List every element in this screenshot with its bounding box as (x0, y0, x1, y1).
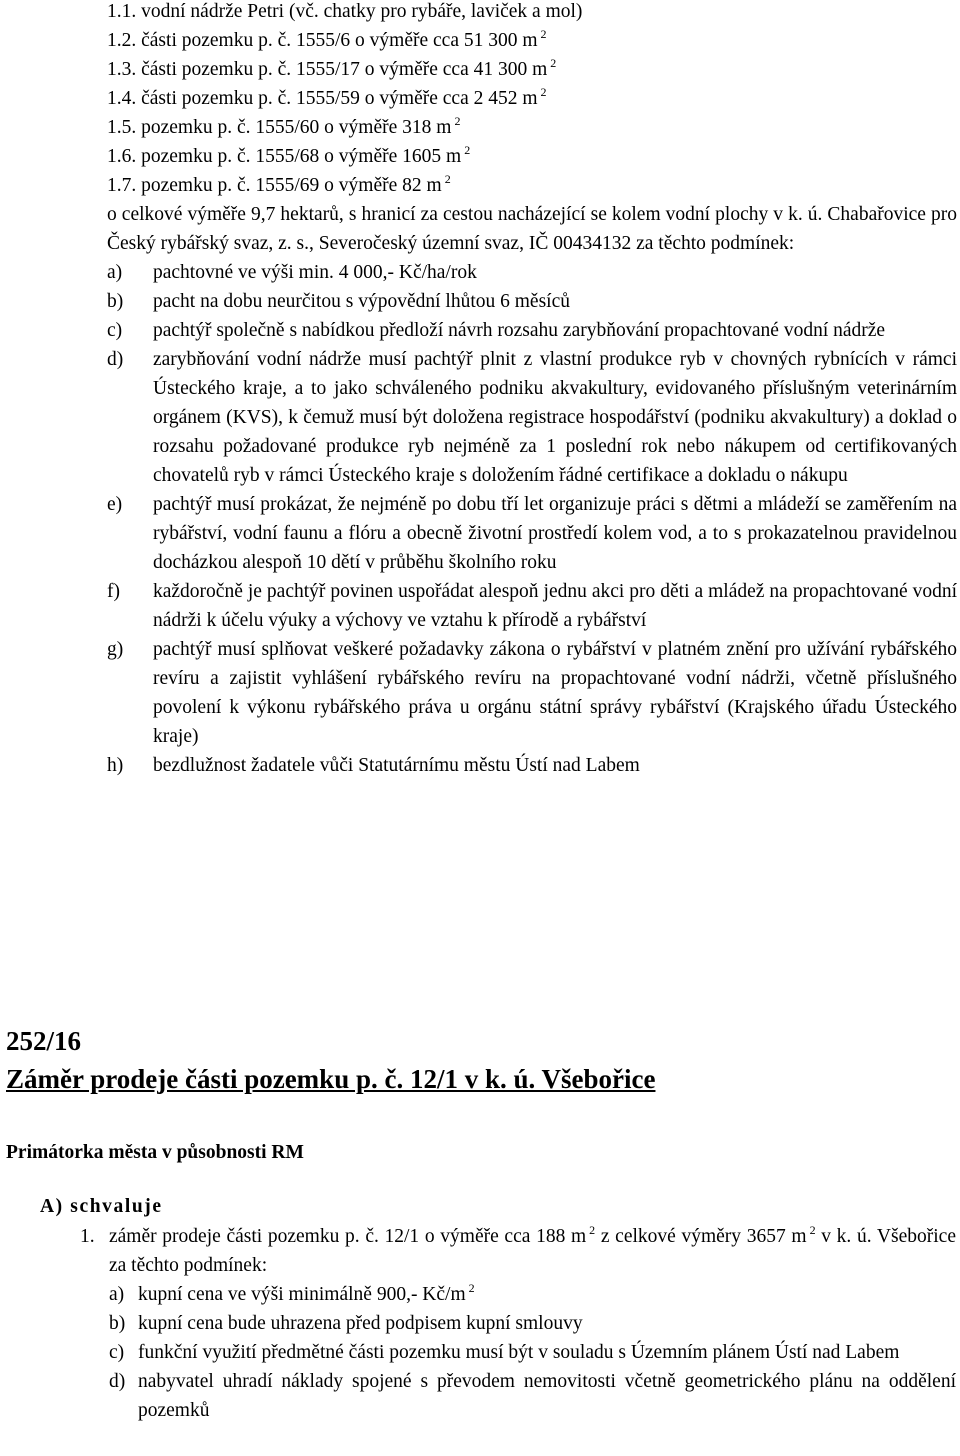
condition-item (107, 635, 957, 751)
condition-item (107, 345, 957, 490)
sale-condition (109, 1367, 956, 1425)
sale-condition-letter: d) (109, 1371, 126, 1392)
condition-item (107, 258, 957, 287)
lease-conditions (107, 258, 957, 780)
sale-condition-text: kupní cena bude uhrazena před podpisem kupní smlouvy (138, 1313, 583, 1334)
sale-item-text: záměr prodeje části pozemku p. č. 12/1 o výměře cca 188 m $^2$ z celkové výměry 3657 m $^2$ v k. ú. Všebořice za těchto podmínek: (109, 1223, 956, 1276)
condition-item (107, 316, 957, 345)
condition-item (107, 577, 957, 635)
sub-item: 1.1. vodní nádrže Petri (vč. chatky pro rybáře, laviček a mol) (107, 1, 583, 22)
sale-item-number: 1. (80, 1226, 95, 1247)
sale-condition-text: nabyvatel uhradí náklady spojené s převodem nemovitosti včetně geometrického plánu na oddělení pozemků (138, 1371, 956, 1421)
condition-letter: f) (107, 581, 120, 602)
sub-item: 1.4. části pozemku p. č. 1555/59 o výměře cca 2 452 m $^2$ (107, 85, 547, 109)
sale-condition-text: funkční využití předmětné části pozemku musí být v souladu s Územním plánem Ústí nad Labem (138, 1342, 900, 1363)
condition-letter: b) (107, 291, 124, 312)
lease-block (107, 0, 957, 780)
condition-text: pachtovné ve výši min. 4 000,- Kč/ha/rok (153, 262, 477, 283)
resolution-title: Záměr prodeje části pozemku p. č. 12/1 v k. ú. Všebořice (6, 1064, 656, 1094)
condition-text: pachtýř musí splňovat veškeré požadavky zákona o rybářství v platném znění pro užívání rybářského revíru a zajistit vyhlášení rybářského revíru na propachtované vodní nádrži, včetně příslušného povolení k výkonu rybářského práva u orgánu státní správy rybářství (Krajského úřadu Ústeckého kraje) (153, 639, 957, 747)
sub-item: 1.2. části pozemku p. č. 1555/6 o výměře cca 51 300 m $^2$ (107, 27, 547, 51)
sale-condition (109, 1309, 956, 1338)
approve-label: A) schvaluje (40, 1196, 163, 1217)
sale-condition-text: kupní cena ve výši minimálně 900,- Kč/m $^2$ (138, 1281, 475, 1305)
condition-letter: e) (107, 494, 123, 515)
resolution-section (6, 1022, 956, 1167)
condition-letter: g) (107, 639, 124, 660)
sale-condition-letter: a) (109, 1284, 125, 1305)
condition-item (107, 490, 957, 577)
condition-text: pacht na dobu neurčitou s výpovědní lhůtou 6 měsíců (153, 291, 571, 312)
sale-item (80, 1222, 956, 1425)
sub-item: 1.3. části pozemku p. č. 1555/17 o výměře cca 41 300 m $^2$ (107, 56, 557, 80)
condition-item (107, 287, 957, 316)
condition-letter: h) (107, 755, 124, 776)
sale-condition (109, 1338, 956, 1367)
lease-summary: o celkové výměře 9,7 hektarů, s hranicí za cestou nacházející se kolem vodní plochy v k. ú. Chabařovice pro Český rybářský svaz, z. s., Severočeský územní svaz, IČ 00434132 za těchto podmínek: (107, 204, 957, 254)
sub-item: 1.5. pozemku p. č. 1555/60 o výměře 318 m $^2$ (107, 114, 461, 138)
condition-letter: c) (107, 320, 123, 341)
condition-text: každoročně je pachtýř povinen uspořádat alespoň jednu akci pro děti a mládež na propachtované vodní nádrži k účelu výuky a výchovy ve vztahu k přírodě a rybářství (153, 581, 957, 631)
sale-condition (109, 1280, 956, 1309)
sale-condition-letter: c) (109, 1342, 125, 1363)
condition-letter: d) (107, 349, 124, 370)
condition-text: pachtýř musí prokázat, že nejméně po dobu tří let organizuje práci s dětmi a mládeží se zaměřením na rybářství, vodní faunu a flóru a obecně životní prostředí kolem vod, a to s prokazatelnou pravidelnou docházkou alespoň 10 dětí v průběhu školního roku (153, 494, 957, 573)
condition-text: pachtýř společně s nabídkou předloží návrh rozsahu zarybňování propachtované vodní nádrže (153, 320, 886, 341)
sub-item: 1.7. pozemku p. č. 1555/69 o výměře 82 m $^2$ (107, 172, 451, 196)
condition-item (107, 751, 957, 780)
resolution-authority: Primátorka města v působnosti RM (6, 1142, 304, 1163)
sale-item-head (80, 1222, 956, 1280)
condition-letter: a) (107, 262, 123, 283)
resolution-number: 252/16 (6, 1026, 82, 1056)
sub-item: 1.6. pozemku p. č. 1555/68 o výměře 1605 m $^2$ (107, 143, 471, 167)
sale-condition-letter: b) (109, 1313, 126, 1334)
condition-text: zarybňování vodní nádrže musí pachtýř plnit z vlastní produkce ryb v chovných rybnících v rámci Ústeckého kraje, a to jako schváleného podniku akvakultury, evidovaného příslušným veterinárním orgánem (KVS), k čemuž musí být doložena registrace hospodářství (podniku akvakultury) a doklad o rozsahu požadované produkce ryb nejméně za 1 poslední rok nebo nákupem od certifikovaných chovatelů ryb v rámci Ústeckého kraje s doložením řádné certifikace a dokladu o nákupu (153, 349, 957, 486)
condition-text: bezdlužnost žadatele vůči Statutárnímu městu Ústí nad Labem (153, 755, 640, 776)
